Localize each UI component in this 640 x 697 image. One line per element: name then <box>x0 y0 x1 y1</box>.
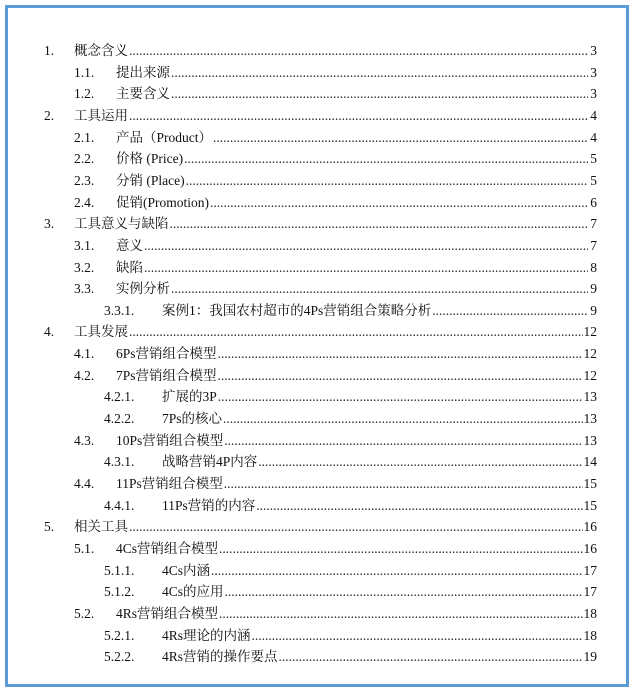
toc-entry-page: 12 <box>583 346 597 362</box>
toc-dot-leader <box>213 127 588 149</box>
toc-entry[interactable] <box>44 321 597 343</box>
toc-dot-leader <box>186 170 588 192</box>
toc-entry-number: 4. <box>44 324 55 340</box>
toc-entry-title: 7Ps营销组合模型 <box>116 367 217 383</box>
toc-entry-number: 4.3.1. <box>104 454 135 470</box>
toc-entry-number: 1.1. <box>74 64 95 80</box>
toc-entry-number: 5.2. <box>74 605 95 621</box>
toc-entry-page: 19 <box>583 649 597 665</box>
toc-entry[interactable] <box>104 581 597 603</box>
toc-entry[interactable] <box>74 170 597 192</box>
toc-entry[interactable] <box>74 430 597 452</box>
toc-entry-number: 3.1. <box>74 237 95 253</box>
toc-dot-leader <box>129 40 588 62</box>
toc-dot-leader <box>171 278 588 300</box>
toc-entry-number: 3.3.1. <box>104 302 135 318</box>
toc-entry-page: 15 <box>583 476 597 491</box>
toc-entry-title: 提出来源 <box>116 64 170 80</box>
toc-entry-title: 10Ps营销组合模型 <box>116 432 224 448</box>
toc-entry-title: 4Rs营销组合模型 <box>116 605 219 621</box>
toc-dot-leader <box>219 603 582 625</box>
toc-entry[interactable] <box>104 300 597 322</box>
toc-entry[interactable] <box>104 646 597 668</box>
toc-entry-title: 实例分析 <box>116 281 170 297</box>
toc-entry[interactable] <box>74 343 597 365</box>
toc-entry-number: 3.2. <box>74 259 95 275</box>
toc-entry-number: 4.4.1. <box>104 497 135 513</box>
toc-entry[interactable] <box>74 235 597 257</box>
toc-entry-page: 15 <box>583 497 597 513</box>
toc-entry-title: 11Ps营销的内容 <box>162 497 256 513</box>
toc-dot-leader <box>218 365 583 387</box>
toc-entry-title: 4Rs理论的内涵 <box>162 627 251 643</box>
toc-dot-leader <box>129 105 588 127</box>
toc-entry-page: 13 <box>583 432 597 448</box>
toc-entry[interactable] <box>74 603 597 625</box>
toc-dot-leader <box>256 495 582 517</box>
toc-entry-page: 3 <box>590 86 597 102</box>
toc-dot-leader <box>171 62 588 84</box>
toc-entry-number: 4.2.2. <box>104 411 135 427</box>
toc-entry-page: 7 <box>590 237 597 253</box>
toc-dot-leader <box>218 386 583 408</box>
toc-entry[interactable] <box>44 516 597 538</box>
toc-entry-number: 5.1.2. <box>104 584 135 600</box>
toc-dot-leader <box>218 343 583 365</box>
toc-dot-leader <box>129 516 583 538</box>
toc-entry-title: 6Ps营销组合模型 <box>116 346 217 362</box>
toc-entry-title: 11Ps营销组合模型 <box>116 476 223 491</box>
toc-entry-title: 工具发展 <box>74 324 128 340</box>
toc-entry-page: 7 <box>590 216 597 232</box>
toc-entry-title: 工具运用 <box>74 107 128 123</box>
toc-entry-number: 4.1. <box>74 346 95 362</box>
toc-entry-number: 5.1.1. <box>104 562 135 578</box>
toc-entry-number: 5.2.1. <box>104 627 135 643</box>
toc-entry[interactable] <box>74 127 597 149</box>
toc-entry-number: 3. <box>44 216 55 232</box>
toc-dot-leader <box>144 257 588 279</box>
toc-entry-page: 6 <box>590 194 597 210</box>
toc-entry-page: 12 <box>583 324 597 340</box>
toc-dot-leader <box>171 83 588 105</box>
toc-entry-title: 扩展的3P <box>162 389 217 405</box>
toc-entry-title: 工具意义与缺陷 <box>74 216 169 232</box>
toc-dot-leader <box>225 581 583 603</box>
toc-dot-leader <box>144 235 588 257</box>
toc-entry-page: 9 <box>590 302 597 318</box>
toc-entry-title: 概念含义 <box>74 43 128 58</box>
toc-entry[interactable] <box>74 538 597 560</box>
toc-dot-leader <box>224 473 583 495</box>
toc-entry-number: 5.1. <box>74 540 95 556</box>
toc-entry-page: 5 <box>590 172 597 188</box>
toc-entry[interactable] <box>74 473 597 495</box>
toc-entry-title: 产品（Product） <box>116 129 212 145</box>
toc-entry-title: 案例1：我国农村超市的4Ps营销组合策略分析 <box>162 302 432 318</box>
toc-entry[interactable] <box>44 105 597 127</box>
toc-entry[interactable] <box>74 257 597 279</box>
toc-dot-leader <box>219 538 582 560</box>
toc-entry[interactable] <box>74 83 597 105</box>
toc-dot-leader <box>129 321 583 343</box>
toc-entry-number: 2.4. <box>74 194 95 210</box>
toc-entry-page: 3 <box>590 64 597 80</box>
toc-entry-page: 17 <box>583 584 597 600</box>
toc-entry[interactable] <box>74 62 597 84</box>
toc-entry-number: 4.2. <box>74 367 95 383</box>
toc-entry-number: 3.3. <box>74 281 95 297</box>
toc-entry-number: 4.2.1. <box>104 389 135 405</box>
toc-entry-page: 4 <box>590 129 597 145</box>
toc-entry-title: 促销(Promotion) <box>116 194 209 210</box>
toc-dot-leader <box>252 625 583 647</box>
toc-entry-title: 价格 (Price) <box>116 151 184 167</box>
toc-dot-leader <box>184 148 588 170</box>
toc-dot-leader <box>279 646 583 668</box>
toc-entry-number: 5.2.2. <box>104 649 135 665</box>
toc-entry[interactable] <box>104 451 597 473</box>
toc-entry-page: 5 <box>590 151 597 167</box>
toc-entry[interactable] <box>74 278 597 300</box>
toc-entry-title: 主要含义 <box>116 86 170 102</box>
toc-dot-leader <box>224 430 582 452</box>
toc-entry[interactable] <box>104 560 597 582</box>
toc-entry-title: 分销 (Place) <box>116 172 185 188</box>
toc-entry-page: 18 <box>583 605 597 621</box>
toc-entry-number: 4.3. <box>74 432 95 448</box>
toc-entry[interactable] <box>104 495 597 517</box>
toc-entry-page: 12 <box>583 367 597 383</box>
toc-entry-title: 4Cs的应用 <box>162 584 224 600</box>
toc-entry-number: 1.2. <box>74 86 95 102</box>
toc-entry-number: 1. <box>44 43 55 58</box>
toc-entry-page: 8 <box>590 259 597 275</box>
toc-entry-number: 2.1. <box>74 129 95 145</box>
toc-entry-title: 4Rs营销的操作要点 <box>162 649 278 665</box>
toc-entry-title: 缺陷 <box>116 259 143 275</box>
toc-dot-leader <box>223 408 582 430</box>
toc-entry-number: 4.4. <box>74 476 95 491</box>
toc-entry-page: 3 <box>590 43 597 58</box>
toc-entry-page: 13 <box>583 389 597 405</box>
toc-entry[interactable] <box>74 365 597 387</box>
toc-entry-number: 5. <box>44 519 55 535</box>
toc-entry[interactable] <box>104 408 597 430</box>
toc-entry-title: 7Ps的核心 <box>162 411 223 427</box>
toc-dot-leader <box>258 451 582 473</box>
toc-entry-page: 18 <box>583 627 597 643</box>
toc-entry-page: 16 <box>583 519 597 535</box>
toc-entry-number: 2. <box>44 107 55 123</box>
toc-entry[interactable] <box>74 148 597 170</box>
toc-dot-leader <box>170 213 589 235</box>
toc-entry-title: 意义 <box>116 237 143 253</box>
toc-entry-title: 4Cs内涵 <box>162 562 211 578</box>
toc-entry-page: 4 <box>590 107 597 123</box>
toc-entry-title: 战略营销4P内容 <box>162 454 258 470</box>
toc-entry-title: 相关工具 <box>74 519 128 535</box>
toc-entry-title: 4Cs营销组合模型 <box>116 540 219 556</box>
toc-entry[interactable] <box>74 192 597 214</box>
toc-entry[interactable] <box>44 40 597 62</box>
toc-dot-leader <box>211 560 582 582</box>
toc-entry-page: 13 <box>583 411 597 427</box>
toc-entry-number: 2.2. <box>74 151 95 167</box>
toc-entry-page: 16 <box>583 540 597 556</box>
toc-entry-page: 9 <box>590 281 597 297</box>
toc-dot-leader <box>210 192 588 214</box>
toc-entry[interactable] <box>104 625 597 647</box>
toc-entry-page: 14 <box>583 454 597 470</box>
toc-entry[interactable] <box>44 213 597 235</box>
toc-entry-number: 2.3. <box>74 172 95 188</box>
toc-dot-leader <box>432 300 588 322</box>
toc-entry-page: 17 <box>583 562 597 578</box>
toc-entry[interactable] <box>104 386 597 408</box>
